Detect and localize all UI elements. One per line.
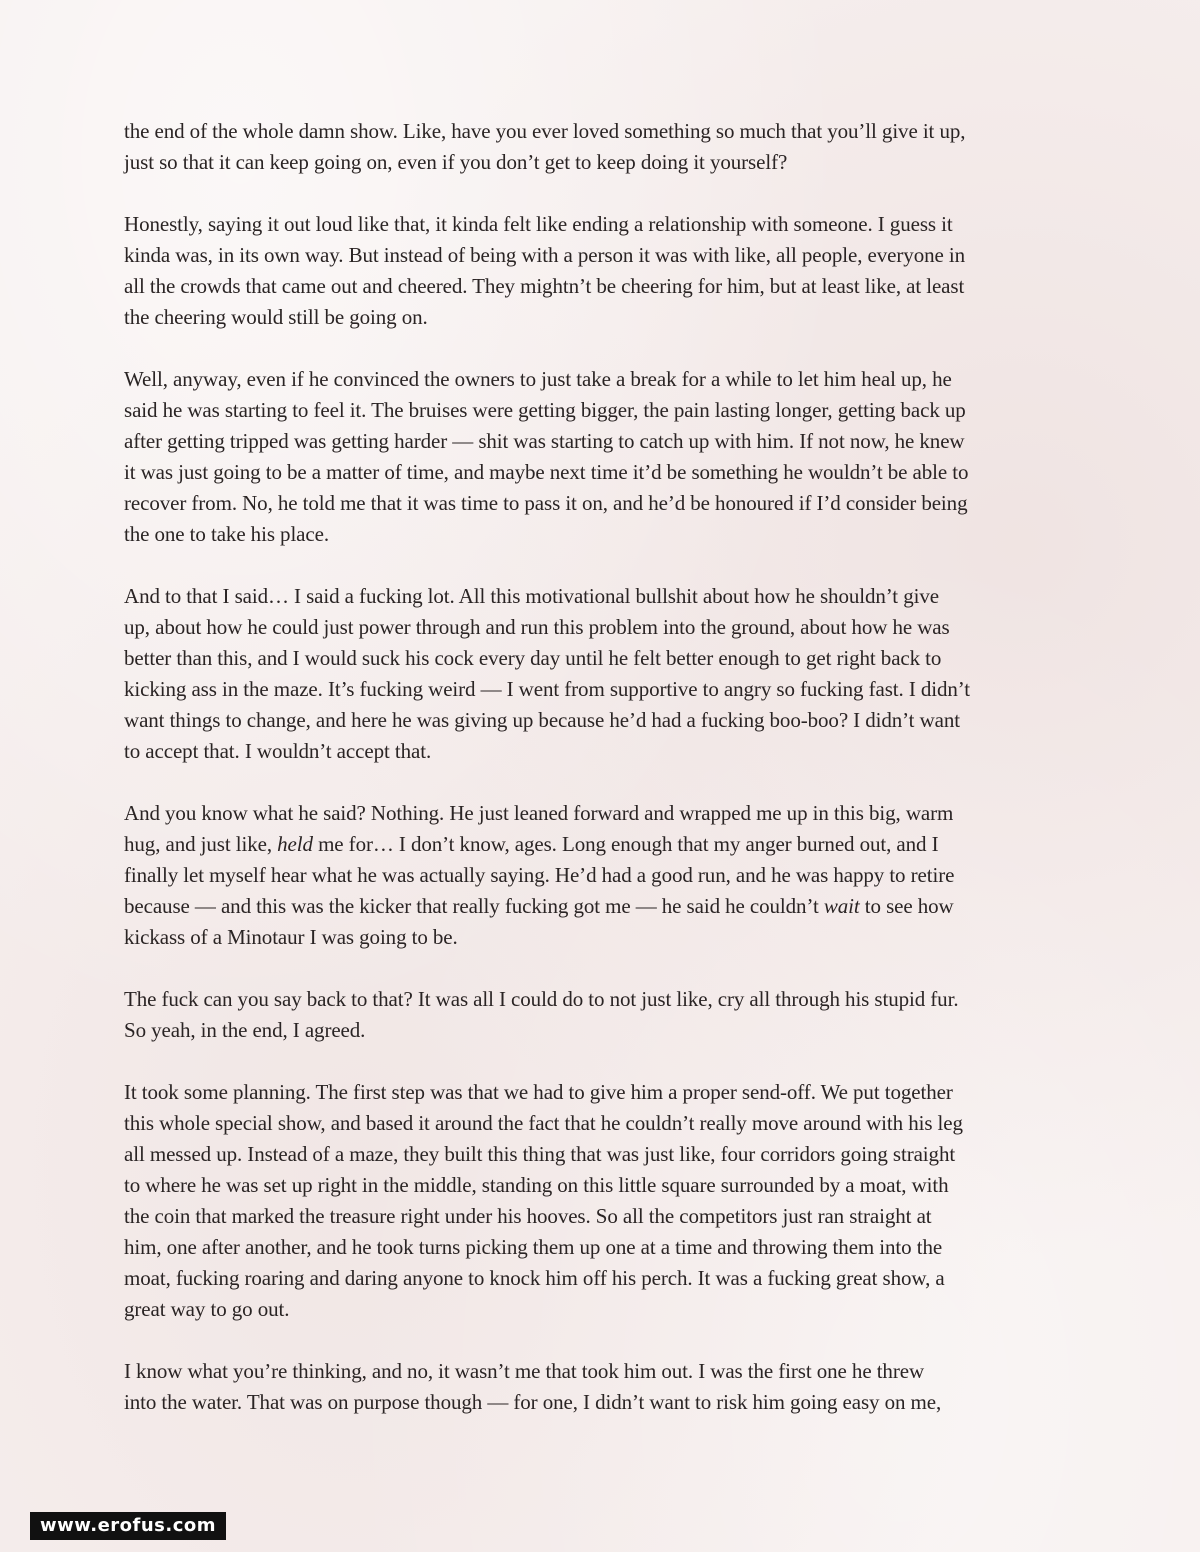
paragraph-5-part-3: to see how kickass of a Minotaur I was going to be. <box>124 894 954 949</box>
paragraph-5-emphasis-wait: wait <box>823 894 860 918</box>
document-page <box>124 116 1078 1449</box>
paragraph-2: Honestly, saying it out loud like that, it kinda felt like ending a relationship with someone. I guess it kinda was, in its own way. But instead of being with a person it was with like, all people, everyone in all the crowds that came out and cheered. They mightn’t be cheering for him, but at least like, at least the cheering would still be going on. <box>124 212 966 329</box>
paragraph-7: It took some planning. The first step was that we had to give him a proper send-off. We put together this whole special show, and based it around the fact that he couldn’t really move around with his leg all messed up. Instead of a maze, they built this thing that was just like, four corridors going straight to where he was set up right in the middle, standing on this little square surrounded by a moat, with the coin that marked the treasure right under his hooves. So all the competitors just ran straight at him, one after another, and he took turns picking them up one at a time and throwing them into the moat, fucking roaring and daring anyone to knock him off his perch. It was a fucking great show, a great way to go out. <box>124 1080 963 1321</box>
paragraph-5-part-1: And you know what he said? Nothing. He just leaned forward and wrapped me up in this big, warm hug, and just like, <box>124 801 954 856</box>
watermark-badge: www.erofus.com <box>30 1512 226 1540</box>
paragraph-5-emphasis-held: held <box>277 832 313 856</box>
paragraph-4: And to that I said… I said a fucking lot. All this motivational bullshit about how he shouldn’t give up, about how he could just power through and run this problem into the ground, about how he was better than this, and I would suck his cock every day until he felt better enough to get right back to kicking ass in the maze. It’s fucking weird — I went from supportive to angry so fucking fast. I didn’t want things to change, and here he was giving up because he’d had a fucking boo-boo? I didn’t want to accept that. I wouldn’t accept that. <box>124 584 971 763</box>
paragraph-6: The fuck can you say back to that? It was all I could do to not just like, cry all through his stupid fur. So yeah, in the end, I agreed. <box>124 987 959 1042</box>
paragraph-8: I know what you’re thinking, and no, it wasn’t me that took him out. I was the first one he threw into the water. That was on purpose though — for one, I didn’t want to risk him going easy on me, <box>124 1359 942 1414</box>
paragraph-5 <box>124 798 1078 953</box>
paragraph-5-part-2: me for… I don’t know, ages. Long enough that my anger burned out, and I finally let myself hear what he was actually saying. He’d had a good run, and he was happy to retire because — and this was the kicker that really fucking got me — he said he couldn’t <box>124 832 955 918</box>
paragraph-3: Well, anyway, even if he convinced the owners to just take a break for a while to let him heal up, he said he was starting to feel it. The bruises were getting bigger, the pain lasting longer, getting back up after getting tripped was getting harder — shit was starting to catch up with him. If not now, he knew it was just going to be a matter of time, and maybe next time it’d be something he wouldn’t be able to recover from. No, he told me that it was time to pass it on, and he’d be honoured if I’d consider being the one to take his place. <box>124 367 969 546</box>
paragraph-1: the end of the whole damn show. Like, have you ever loved something so much that you’ll give it up, just so that it can keep going on, even if you don’t get to keep doing it yourself? <box>124 119 966 174</box>
